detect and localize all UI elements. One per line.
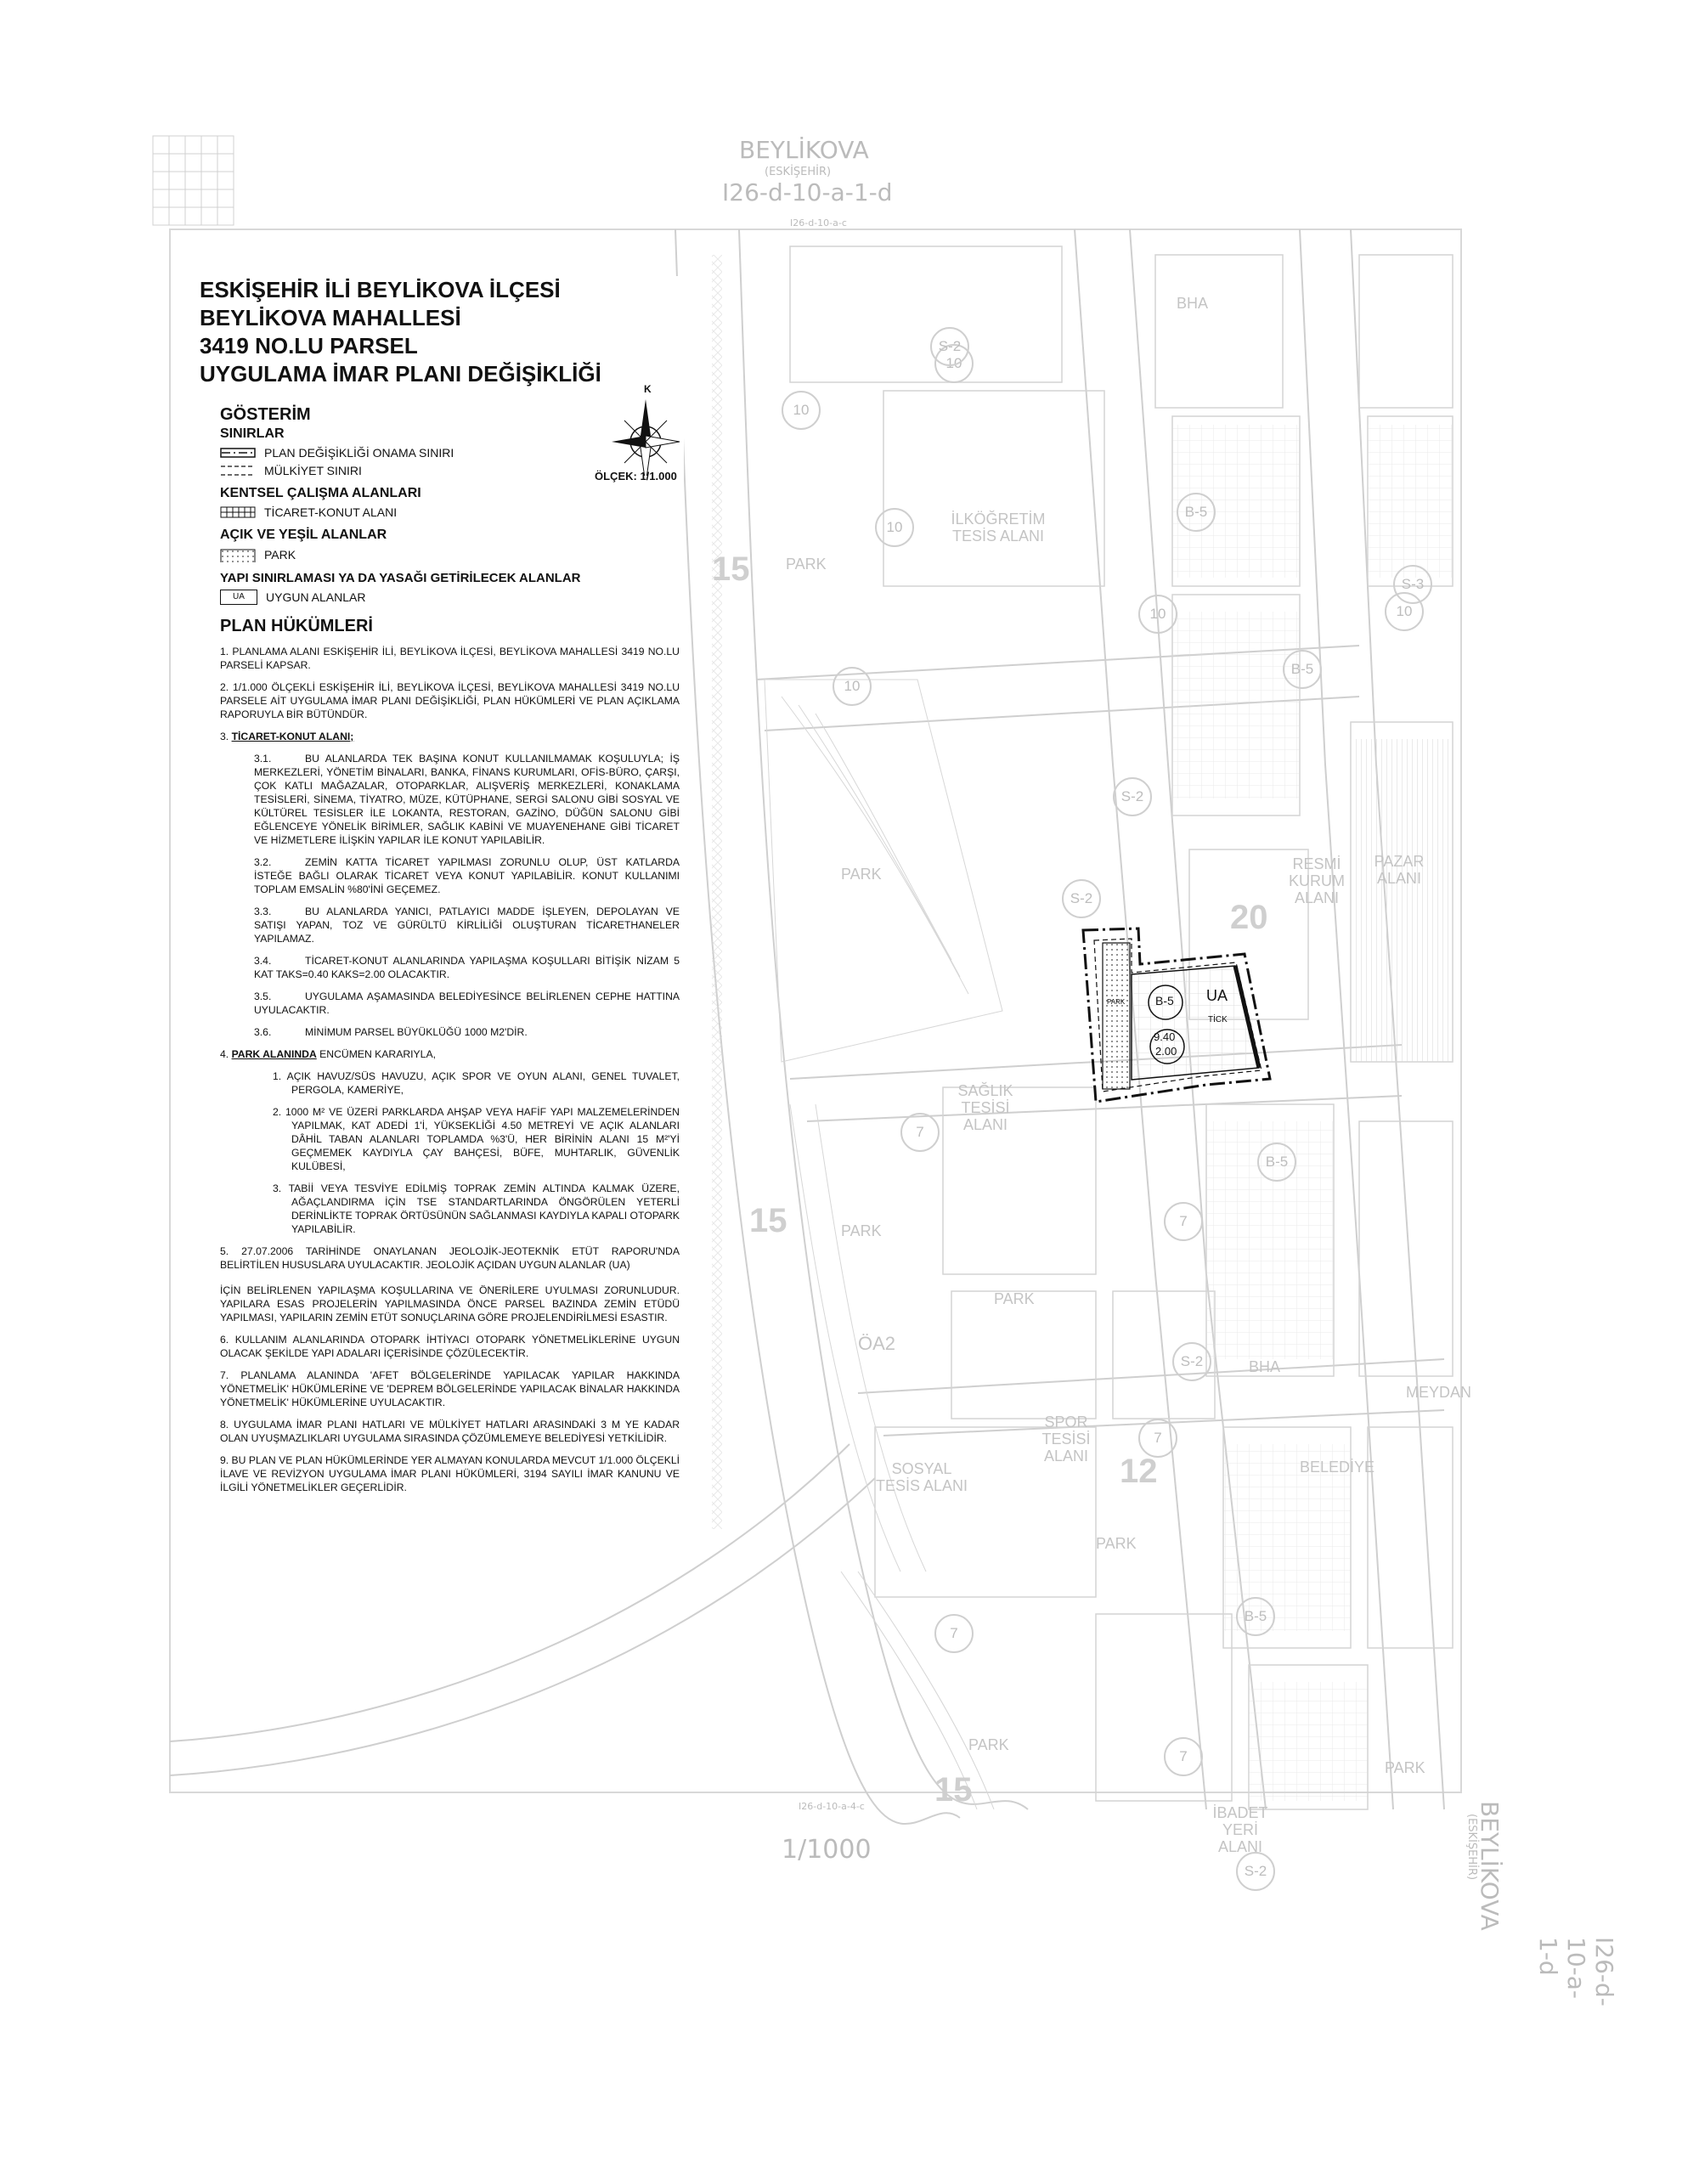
zone-s3: S-3 (1393, 565, 1432, 604)
provision-3-num: 3. (220, 731, 229, 742)
park-pattern-icon (220, 547, 256, 562)
label-bha: BHA (1177, 295, 1209, 312)
road-width-20: 20 (1230, 899, 1268, 936)
sheet-scale-bottom: 1/1000 (782, 1835, 872, 1865)
zone-s2: S-2 (1172, 1342, 1211, 1381)
parcel-kaks: 2.00 (1155, 1045, 1177, 1058)
sheet-sub-side: (ESKİŞEHİR) (1465, 1814, 1478, 1881)
sheet-index-bottom: I26-d-10-a-4-c (799, 1801, 865, 1812)
provision-8: 8. UYGULAMA İMAR PLANI HATLARI VE MÜLKİYET HATLARI ARASINDAKİ 3 M YE KADAR OLAN UYUŞMAZLIKLARI UYGULAMA SIRASINDA ÇÖZÜMLEMEYE BELEDİYESİ YETKİLİDİR. (220, 1419, 680, 1444)
legend-label: PLAN DEĞİŞİKLİĞİ ONAMA SINIRI (264, 446, 454, 460)
road-width-15: 15 (934, 1771, 973, 1809)
provision-3-5: 3.5. UYGULAMA AŞAMASINDA BELEDİYESİNCE BELİRLENEN CEPHE HATTINA UYULACAKTIR. (254, 990, 680, 1016)
sheet-name-top: BEYLİKOVA (739, 136, 869, 164)
provision-3-title: TİCARET-KONUT ALANI; (231, 731, 354, 742)
height-7: 7 (1164, 1737, 1203, 1776)
road-width-15: 15 (712, 550, 750, 588)
property-boundary-icon (220, 465, 256, 477)
label-pazar: PAZAR ALANI (1374, 853, 1425, 887)
provision-4-2: 2. 1000 M² VE ÜZERİ PARKLARDA AHŞAP VEYA HAFİF YAPI MALZEMELERİNDEN YAPILMAK, KAT ADEDİ 1'İ, YÜKSEKLİĞİ 4.50 METREYİ VE AÇIK ALANLARI DÂHİL TABAN ALANLARI TOPLAMDA %3'Ü, HER BİRİNİN ALANI 15 M²'Yİ GEÇMEMEK KAYDIYLA ÇAY BAHÇESİ, BÜFE, MUHTARLIK, GÜVENLİK KULÜBESİ, (273, 1106, 680, 1172)
label-park: PARK (968, 1736, 1009, 1753)
road-width-15: 15 (749, 1202, 787, 1239)
sheet-code-top: I26-d-10-a-1-d (722, 178, 893, 206)
provision-3-6: 3.6. MİNİMUM PARSEL BÜYÜKLÜĞÜ 1000 M2'DİR. (254, 1026, 528, 1038)
approval-boundary-icon (220, 447, 256, 459)
provision-6: 6. KULLANIM ALANLARINDA OTOPARK İHTİYACI OTOPARK YÖNETMELİKLERİNE UYGUN OLACAK ŞEKİLDE YAPI ADALARI İÇERİSİNDE ÇÖZÜLECEKTİR. (220, 1334, 680, 1359)
parcel-tick: TİCK (1208, 1015, 1228, 1024)
legend-urban-title: KENTSEL ÇALIŞMA ALANLARI (220, 486, 421, 500)
park-strip (1103, 943, 1130, 1089)
sheet-index-grid (153, 136, 234, 225)
label-park: PARK (1096, 1535, 1137, 1552)
provision-4: 4. PARK ALANINDA ENCÜMEN KARARIYLA, (220, 1048, 436, 1060)
label-resmi-kurum: RESMİ KURUM ALANI (1289, 855, 1345, 906)
commercial-residential-icon (220, 506, 256, 518)
parcel-park: PARK (1107, 998, 1126, 1006)
plan-title-line3: UYGULAMA İMAR PLANI DEĞİŞİKLİĞİ (200, 361, 601, 387)
legend-label: TİCARET-KONUT ALANI (264, 505, 398, 519)
label-park: PARK (994, 1290, 1035, 1307)
parcel-ua: UA (1206, 987, 1228, 1004)
label-sosyal: SOSYAL TESİS ALANI (875, 1460, 968, 1494)
height-10: 10 (833, 667, 872, 706)
north-arrow-icon (607, 382, 684, 476)
label-meydan: MEYDAN (1406, 1384, 1472, 1401)
pazar-hatch (1351, 739, 1453, 1062)
height-7: 7 (900, 1113, 940, 1152)
legend-label: UYGUN ALANLAR (266, 590, 366, 604)
label-belediye: BELEDİYE (1300, 1459, 1375, 1476)
legend-item-commercial-residential (220, 505, 684, 519)
legend-label: MÜLKİYET SINIRI (264, 464, 362, 477)
provision-3 (220, 730, 680, 743)
plan-title-line1: ESKİŞEHİR İLİ BEYLİKOVA İLÇESİ BEYLİKOVA MAHALLESİ (200, 277, 561, 330)
provision-2: 2. 1/1.000 ÖLÇEKLİ ESKİŞEHİR İLİ, BEYLİKOVA İLÇESİ, BEYLİKOVA MAHALLESİ 3419 NO.LU PARSELE AİT UYGULAMA İMAR PLANI DEĞİŞİKLİĞİ, PLAN HÜKÜMLERİ VE PLAN AÇIKLAMA RAPORUYLA BİR BÜTÜNDÜR. (220, 681, 680, 720)
legend-green-title: AÇIK VE YEŞİL ALANLAR (220, 528, 387, 542)
height-10: 10 (934, 344, 974, 383)
zone-s2: S-2 (930, 327, 969, 366)
label-park: PARK (1385, 1759, 1425, 1776)
provision-1: 1. PLANLAMA ALANI ESKİŞEHİR İLİ, BEYLİKOVA İLÇESİ, BEYLİKOVA MAHALLESİ 3419 NO.LU PARSELİ KAPSAR. (220, 646, 680, 671)
scale-label: ÖLÇEK: 1/1.000 (595, 470, 677, 483)
legend-item-suitable-areas (220, 590, 684, 605)
zone-b5: B-5 (1177, 493, 1216, 532)
zone-s2: S-2 (1236, 1852, 1275, 1891)
height-10: 10 (1138, 595, 1177, 634)
road-width-12: 12 (1120, 1453, 1158, 1490)
ua-box: UA (220, 590, 257, 605)
provision-5: 5. 27.07.2006 TARİHİNDE ONAYLANAN JEOLOJİK-JEOTEKNİK ETÜT RAPORU'NDA BELİRTİLEN HUSUSLARA UYULACAKTIR. JEOLOJİK AÇIDAN UYGUN ALANLAR (UA) (220, 1245, 680, 1271)
zone-s2: S-2 (1062, 879, 1101, 918)
provisions-body (220, 645, 680, 1494)
provision-9: 9. BU PLAN VE PLAN HÜKÜMLERİNDE YER ALMAYAN KONULARDA MEVCUT 1/1.000 ÖLÇEKLİ İLAVE VE REVİZYON UYGULAMA İMAR PLANI HÜKÜMLERİ, 3194 SAYILI İMAR KANUNU VE İLGİLİ YÖNETMELİKLER GEÇERLİDİR. (220, 1454, 680, 1493)
north-letter: K (644, 383, 652, 395)
label-ilkogretim: İLKÖĞRETİM TESİS ALANI (951, 511, 1046, 545)
label-park: PARK (841, 1222, 882, 1239)
zone-b5: B-5 (1236, 1597, 1275, 1636)
height-10: 10 (875, 508, 914, 547)
provision-5-cont: İÇİN BELİRLENEN YAPILAŞMA KOŞULLARINA VE ÖNERİLERE UYULMASI ZORUNLUDUR. YAPILARA ESAS PROJELERİN YAPILMASINDA ÖNCE PARSEL BAZINDA ZEMİN ETÜDÜ YAPILMASI, YAPILARIN ZEMİN ETÜT SONUÇLARINA GÖRE PROJELENDİRİLMESİ ESASTIR. (220, 1284, 680, 1323)
provision-3-3: 3.3. BU ALANLARDA YANICI, PATLAYICI MADDE İŞLEYEN, DEPOLAYAN VE SATIŞI YAPAN, TOZ VE GÜRÜLTÜ KİRLİLİĞİ OLUŞTURAN TİCARETHANELER YAPILAMAZ. (254, 906, 680, 945)
label-park: PARK (786, 556, 827, 573)
height-10: 10 (1385, 592, 1424, 631)
legend-boundaries-title: SINIRLAR (220, 426, 285, 441)
label-ibadet: İBADET YERİ ALANI (1212, 1804, 1268, 1855)
label-park: PARK (841, 866, 882, 883)
plan-title-line2: 3419 NO.LU PARSEL (200, 333, 418, 358)
height-10: 10 (782, 391, 821, 430)
parcel-zone-b5: B-5 (1155, 994, 1174, 1007)
provision-4-1: 1. AÇIK HAVUZ/SÜS HAVUZU, AÇIK SPOR VE OYUN ALANI, GENEL TUVALET, PERGOLA, KAMERİYE, (273, 1070, 680, 1096)
zone-s2: S-2 (1113, 777, 1152, 816)
sheet-index-top: I26-d-10-a-c (790, 217, 847, 229)
legend-label: PARK (264, 548, 296, 562)
sheet-sub-top: (ESKİŞEHİR) (765, 166, 832, 178)
label-saglik: SAĞLIK TESİSİ ALANI (957, 1082, 1013, 1133)
height-7: 7 (934, 1614, 974, 1653)
zone-b5: B-5 (1257, 1143, 1296, 1182)
provision-7: 7. PLANLAMA ALANINDA 'AFET BÖLGELERİNDE YAPILACAK YAPILAR HAKKINDA YÖNETMELİK' HÜKÜMLERİNE VE 'DEPREM BÖLGELERİNDE YAPILACAK BİNALAR HAKKINDA YÖNETMELİK' HÜKÜMLERİNE UYULACAKTIR. (220, 1369, 680, 1408)
label-bha: BHA (1249, 1358, 1281, 1375)
parcel-height: 9.40 (1154, 1030, 1176, 1043)
legend-restrict-title: YAPI SINIRLAMASI YA DA YASAĞI GETİRİLECEK ALANLAR (220, 571, 581, 585)
label-oa2: ÖA2 (858, 1333, 896, 1354)
parcel-3419 (1079, 922, 1300, 1109)
height-7: 7 (1164, 1202, 1203, 1241)
label-spor: SPOR TESİSİ ALANI (1041, 1414, 1091, 1464)
legend-item-park (220, 547, 684, 562)
provision-3-1: 3.1. BU ALANLARDA TEK BAŞINA KONUT KULLANILMAMAK KOŞULUYLA; İŞ MERKEZLERİ, YÖNETİM BİNALARI, BANKA, FİNANS KURUMLARI, OFİS-BÜRO, ÇARŞI, ÇOK KATLI MAĞAZALAR, OTOPARKLAR, ALIŞVERİŞ MERKEZLERİ, KONAKLAMA TESİSLERİ, SİNEMA, TİYATRO, MÜZE, KÜTÜPHANE, SERGİ SALONU GİBİ SOSYAL VE KÜLTÜREL TESİSLER İLE LOKANTA, RESTORAN, GAZİNO, DÜĞÜN SALONU GİBİ EĞLENCEYE YÖNELİK BİRİMLER, SAĞLIK KABİNİ VE MUAYENEHANE GİBİ TİCARET VE HİZMETLERE İLİŞKİN YAPILAR İLE KONUT YAPILABİLİR. (254, 753, 680, 846)
provision-3-2: 3.2. ZEMİN KATTA TİCARET YAPILMASI ZORUNLU OLUP, ÜST KATLARDA İSTEĞE BAĞLI OLARAK TİCARET VEYA KONUT YAPILABİLİR. KONUT KULLANIMI TOPLAM EMSALİN %80'İNİ GEÇEMEZ. (254, 856, 680, 895)
height-7: 7 (1138, 1419, 1177, 1458)
provision-4-3: 3. TABİİ VEYA TESVİYE EDİLMİŞ TOPRAK ZEMİN ALTINDA KALMAK ÜZERE, AĞAÇLANDIRMA İÇİN TSE STANDARTLARINDA ÖNGÖRÜLEN YETERLİ DERİNLİKTE TOPRAK ÖRTÜSÜNÜN SAĞLANMASI KAYDIYLA KAPALI OTOPARK YAPILABİLİR. (273, 1182, 680, 1235)
provision-3-4: 3.4. TİCARET-KONUT ALANLARINDA YAPILAŞMA KOŞULLARI BİTİŞİK NİZAM 5 KAT TAKS=0.40 KAKS=2.00 OLACAKTIR. (254, 955, 680, 980)
sheet-name-side: BEYLİKOVA (1476, 1801, 1504, 1931)
legend-heading: GÖSTERİM (220, 405, 311, 424)
zone-b5: B-5 (1283, 650, 1322, 689)
provisions-heading: PLAN HÜKÜMLERİ (220, 617, 373, 635)
sheet-code-side: I26-d-10-a-1-d (1534, 1937, 1618, 2006)
